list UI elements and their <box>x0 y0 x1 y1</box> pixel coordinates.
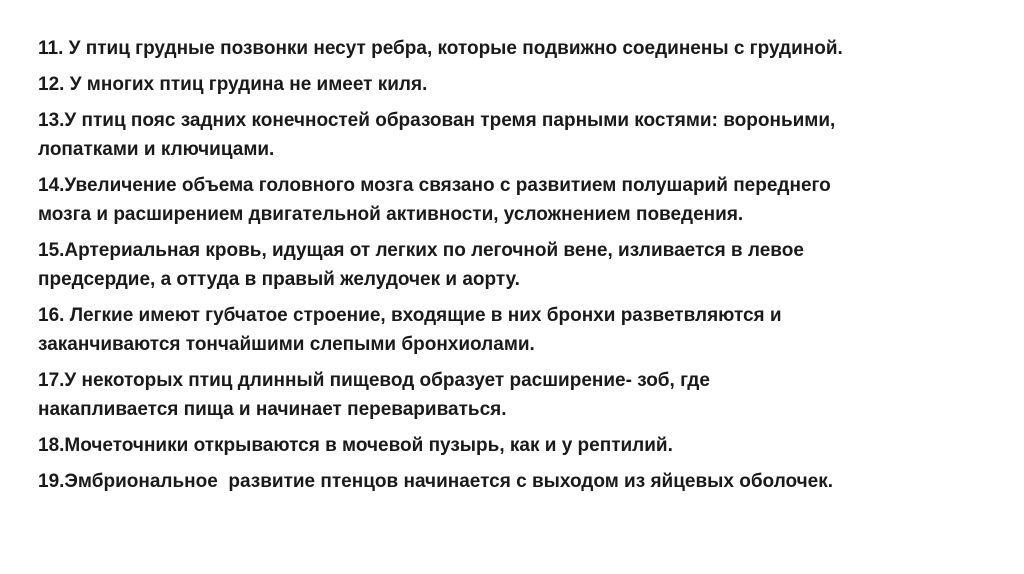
statement-11: 11. У птиц грудные позвонки несут ребра, которые подвижно соединены с грудиной. <box>38 38 843 59</box>
statement-16: 16. Легкие имеют губчатое строение, входящие в них бронхи разветвляются и заканчиваются тончайшими слепыми бронхиолами. <box>38 305 782 355</box>
statement-list <box>38 34 978 503</box>
statement-14: 14.Увеличение объема головного мозга связано с развитием полушарий переднего мозга и расширением двигательной активности, усложнением поведения. <box>38 175 831 225</box>
statement-13: 13.У птиц пояс задних конечностей образован тремя парными костями: вороньими, лопатками и ключицами. <box>38 110 836 160</box>
statement-12: 12. У многих птиц грудина не имеет киля. <box>38 74 428 95</box>
statement-18: 18.Мочеточники открываются в мочевой пузырь, как и у рептилий. <box>38 435 673 456</box>
statement-19: 19.Эмбриональное развитие птенцов начинается с выходом из яйцевых оболочек. <box>38 471 834 492</box>
statement-15: 15.Артериальная кровь, идущая от легких по легочной вене, изливается в левое предсердие, а оттуда в правый желудочек и аорту. <box>38 240 804 290</box>
statement-17: 17.У некоторых птиц длинный пищевод образует расширение- зоб, где накапливается пища и начинает перевариваться. <box>38 370 710 420</box>
